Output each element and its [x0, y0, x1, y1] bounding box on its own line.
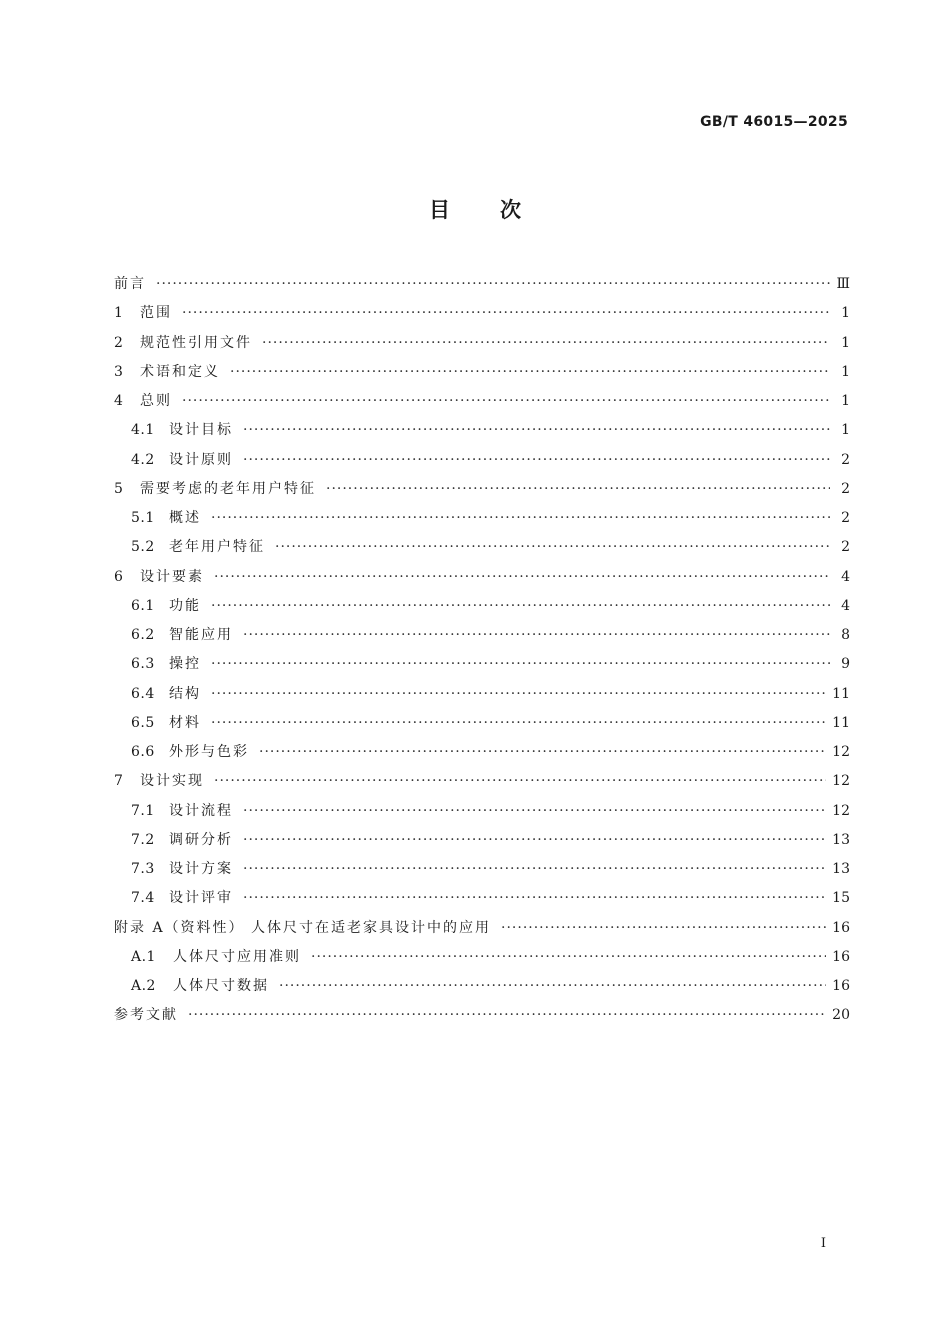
- toc-entry[interactable]: [114, 738, 850, 767]
- page-title: 目次: [429, 198, 571, 222]
- toc-entry-number: 1: [114, 305, 124, 322]
- toc-entry-page: 2: [841, 539, 850, 556]
- toc-dot-leader: [243, 621, 830, 650]
- toc-entry-page: 16: [832, 919, 850, 936]
- toc-entry-number: 7.1: [131, 802, 155, 819]
- toc-dot-leader: [243, 797, 826, 826]
- toc-entry-number: 6.2: [131, 627, 155, 643]
- toc-entry-label: 范围: [140, 305, 172, 322]
- toc-entry-page: 1: [841, 393, 850, 409]
- table-of-contents: [114, 270, 850, 1031]
- toc-entry-page: 12: [832, 744, 850, 760]
- toc-entry-number: 6: [114, 568, 124, 585]
- toc-entry[interactable]: [114, 826, 850, 855]
- toc-entry-page: 20: [832, 1007, 850, 1024]
- toc-entry-page: 2: [841, 480, 850, 497]
- toc-entry[interactable]: [114, 563, 850, 592]
- toc-entry-label: 功能: [169, 597, 201, 614]
- toc-entry-page: 16: [832, 978, 850, 994]
- toc-dot-leader: [259, 738, 826, 767]
- toc-entry-number: 6.6: [131, 744, 155, 760]
- toc-dot-leader: [243, 826, 826, 855]
- toc-entry[interactable]: [114, 914, 850, 943]
- toc-dot-leader: [243, 855, 826, 884]
- toc-dot-leader: [156, 270, 830, 299]
- toc-entry-label: 概述: [169, 510, 201, 526]
- toc-dot-leader: [230, 358, 830, 387]
- toc-entry[interactable]: [114, 504, 850, 533]
- toc-entry[interactable]: [114, 533, 850, 562]
- toc-entry-number: 7.2: [131, 831, 155, 848]
- toc-entry-page: 11: [832, 685, 850, 702]
- toc-entry[interactable]: [114, 709, 850, 738]
- toc-entry-number: 5.1: [131, 510, 155, 526]
- toc-entry-number: 5.2: [131, 539, 155, 556]
- toc-entry-page: 2: [841, 451, 850, 468]
- toc-entry[interactable]: [114, 416, 850, 445]
- toc-entry-number: 7.4: [131, 890, 155, 907]
- toc-entry-page: Ⅲ: [836, 276, 850, 292]
- toc-entry[interactable]: [114, 621, 850, 650]
- toc-entry[interactable]: [114, 299, 850, 328]
- toc-entry-label: 老年用户特征: [169, 539, 265, 556]
- toc-entry-number: 2: [114, 334, 124, 351]
- toc-dot-leader: [243, 884, 826, 913]
- toc-entry-label: 人体尺寸数据: [173, 978, 269, 994]
- toc-entry-label: 设计要素: [140, 568, 204, 585]
- toc-entry-label: 材料: [169, 714, 201, 731]
- toc-entry[interactable]: [114, 855, 850, 884]
- toc-entry[interactable]: [114, 943, 850, 972]
- toc-entry-label: 外形与色彩: [169, 744, 249, 760]
- toc-entry-label: 设计目标: [169, 422, 233, 439]
- toc-dot-leader: [211, 709, 826, 738]
- toc-entry-page: 1: [841, 305, 850, 322]
- toc-entry-page: 4: [841, 597, 850, 614]
- toc-entry-label: 附录 A（资料性） 人体尺寸在适老家具设计中的应用: [114, 919, 492, 936]
- toc-entry[interactable]: [114, 972, 850, 1001]
- toc-entry[interactable]: [114, 592, 850, 621]
- toc-dot-leader: [262, 329, 830, 358]
- toc-entry-label: 设计评审: [169, 890, 233, 907]
- toc-entry-label: 调研分析: [169, 831, 233, 848]
- toc-entry-number: 7: [114, 773, 124, 790]
- toc-dot-leader: [211, 650, 830, 679]
- toc-entry-number: 3: [114, 363, 124, 380]
- toc-entry-label: 结构: [169, 685, 201, 702]
- toc-entry-page: 4: [841, 568, 850, 585]
- toc-entry[interactable]: [114, 1001, 850, 1030]
- toc-entry-page: 1: [841, 334, 850, 351]
- toc-entry-page: 11: [832, 714, 850, 731]
- toc-entry-number: 4.1: [131, 422, 155, 439]
- toc-entry-label: 智能应用: [169, 627, 233, 643]
- toc-dot-leader: [243, 416, 830, 445]
- toc-dot-leader: [182, 387, 830, 416]
- toc-entry[interactable]: [114, 797, 850, 826]
- toc-entry-page: 15: [832, 890, 850, 907]
- toc-entry-label: 设计原则: [169, 451, 233, 468]
- toc-dot-leader: [211, 592, 830, 621]
- toc-entry-number: 5: [114, 480, 124, 497]
- toc-entry-page: 16: [832, 948, 850, 965]
- toc-dot-leader: [311, 943, 826, 972]
- toc-entry[interactable]: [114, 475, 850, 504]
- toc-dot-leader: [214, 563, 830, 592]
- toc-entry[interactable]: [114, 270, 850, 299]
- standard-code: GB/T 46015—2025: [700, 114, 848, 130]
- toc-entry-number: A.2: [131, 978, 156, 994]
- toc-dot-leader: [214, 767, 826, 796]
- toc-entry[interactable]: [114, 358, 850, 387]
- toc-entry-label: 设计流程: [169, 802, 233, 819]
- toc-dot-leader: [182, 299, 830, 328]
- toc-entry-number: A.1: [131, 948, 156, 965]
- toc-entry-page: 8: [841, 627, 850, 643]
- toc-entry-number: 4: [114, 393, 124, 409]
- toc-entry-page: 13: [832, 861, 850, 877]
- toc-dot-leader: [279, 972, 826, 1001]
- toc-dot-leader: [243, 446, 830, 475]
- toc-dot-leader: [275, 533, 830, 562]
- toc-dot-leader: [501, 914, 826, 943]
- page-number: I: [820, 1236, 826, 1251]
- toc-entry-number: 6.3: [131, 656, 155, 673]
- toc-entry-label: 人体尺寸应用准则: [173, 948, 301, 965]
- toc-entry-page: 1: [841, 363, 850, 380]
- toc-entry-page: 12: [832, 802, 850, 819]
- toc-entry-page: 2: [841, 510, 850, 526]
- toc-entry[interactable]: [114, 680, 850, 709]
- toc-entry-number: 7.3: [131, 861, 155, 877]
- toc-entry-label: 参考文献: [114, 1007, 178, 1024]
- toc-entry[interactable]: [114, 884, 850, 913]
- toc-entry-label: 规范性引用文件: [140, 334, 252, 351]
- toc-entry-label: 总则: [140, 393, 172, 409]
- toc-entry-page: 12: [832, 773, 850, 790]
- toc-entry-label: 术语和定义: [140, 363, 220, 380]
- toc-dot-leader: [211, 504, 830, 533]
- toc-entry-label: 操控: [169, 656, 201, 673]
- toc-entry-number: 6.5: [131, 714, 155, 731]
- toc-entry-page: 1: [841, 422, 850, 439]
- toc-dot-leader: [211, 680, 826, 709]
- toc-entry[interactable]: [114, 767, 850, 796]
- toc-entry-number: 4.2: [131, 451, 155, 468]
- toc-entry-label: 前言: [114, 276, 146, 292]
- toc-entry-label: 设计实现: [140, 773, 204, 790]
- toc-entry[interactable]: [114, 387, 850, 416]
- toc-entry[interactable]: [114, 446, 850, 475]
- toc-entry-page: 9: [841, 656, 850, 673]
- toc-entry-label: 需要考虑的老年用户特征: [140, 480, 316, 497]
- toc-entry[interactable]: [114, 329, 850, 358]
- toc-dot-leader: [188, 1001, 826, 1030]
- toc-dot-leader: [326, 475, 830, 504]
- toc-entry-label: 设计方案: [169, 861, 233, 877]
- toc-entry-page: 13: [832, 831, 850, 848]
- toc-entry-number: 6.1: [131, 597, 155, 614]
- toc-entry[interactable]: [114, 650, 850, 679]
- toc-entry-number: 6.4: [131, 685, 155, 702]
